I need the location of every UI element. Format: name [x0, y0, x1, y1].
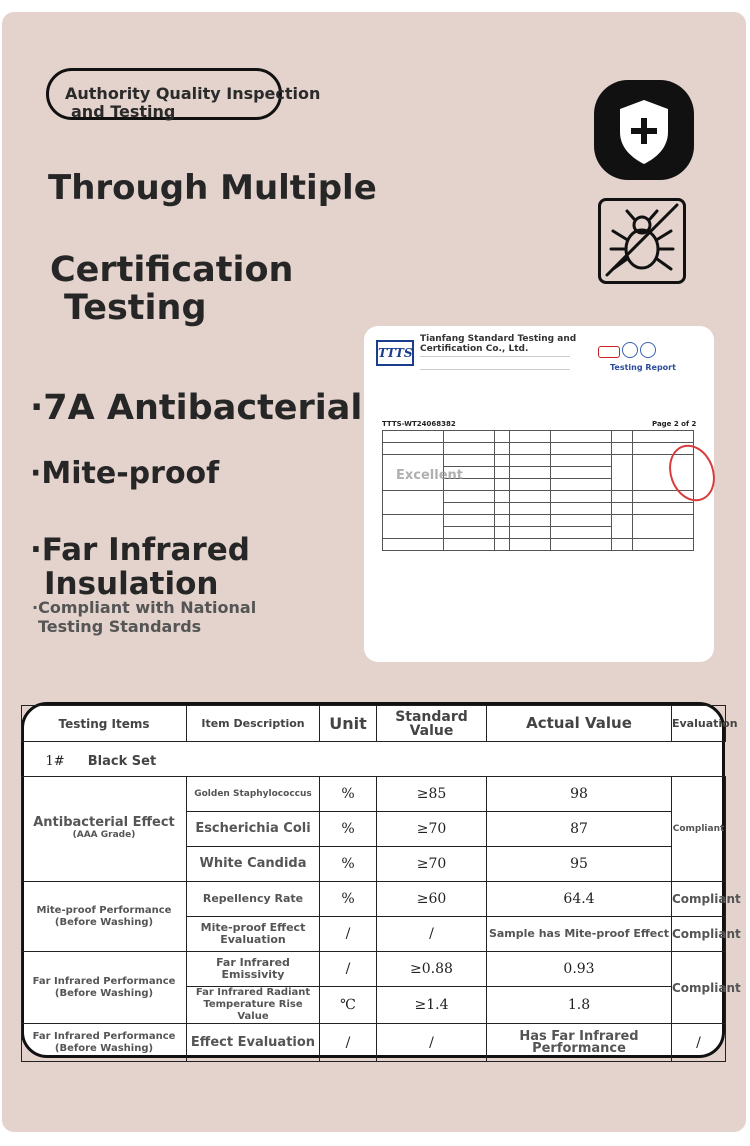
test-results-table	[21, 702, 741, 1058]
group-infrared-title: Far Infrared Performance	[32, 975, 176, 987]
table-row	[22, 952, 726, 987]
row-desc: Escherichia Coli	[187, 812, 320, 847]
certificate-overlay-word: Excellent	[396, 468, 463, 483]
feature-far-infrared: ·Far Infrared	[30, 532, 250, 568]
certificate-table	[382, 430, 694, 551]
row-standard: ≥70	[377, 847, 487, 882]
table-row	[22, 1024, 726, 1062]
row-eval: Compliant	[672, 882, 726, 917]
row-actual: Sample has Mite-proof Effect	[487, 917, 672, 952]
row-eval: Compliant	[672, 917, 726, 952]
quality-badge	[46, 68, 321, 121]
certificate-logo: TTTS	[376, 340, 414, 366]
badge-line-2: and Testing	[71, 102, 176, 121]
set-row	[22, 742, 726, 777]
row-desc: Far Infrared Emissivity	[187, 952, 320, 987]
compliance-note-2: Testing Standards	[38, 617, 202, 636]
group-infrared-2-sub: (Before Washing)	[54, 1042, 154, 1054]
header-standard-value: Standard Value	[377, 706, 487, 742]
header-item-description: Item Description	[187, 706, 320, 742]
table-row	[22, 742, 726, 777]
group-mite-title: Mite-proof Performance	[36, 904, 172, 916]
row-desc: Mite-proof Effect Evaluation	[187, 917, 320, 952]
group-antibacterial-title: Antibacterial Effect	[33, 815, 175, 830]
row-desc: Golden Staphylococcus	[187, 777, 320, 812]
row-standard: ≥0.88	[377, 952, 487, 987]
row-unit: /	[320, 952, 377, 987]
feature-insulation: Insulation	[44, 566, 219, 602]
row-actual: 1.8	[487, 987, 672, 1024]
certificate-page: Page 2 of 2	[652, 420, 697, 428]
row-unit: %	[320, 847, 377, 882]
row-standard: ≥1.4	[377, 987, 487, 1024]
row-actual: 87	[487, 812, 672, 847]
row-unit: /	[320, 1024, 377, 1062]
row-unit: %	[320, 882, 377, 917]
headline-line-2: Certification	[50, 250, 294, 290]
group-mite-sub: (Before Washing)	[54, 916, 154, 928]
row-standard: ≥85	[377, 777, 487, 812]
headline-line-3: Testing	[64, 288, 207, 328]
set-name: Black Set	[87, 753, 157, 769]
header-unit: Unit	[320, 706, 377, 742]
table-header-row	[22, 706, 726, 742]
row-desc: White Candida	[187, 847, 320, 882]
group-infrared-2	[22, 1024, 187, 1062]
table-row	[22, 777, 726, 812]
row-unit: /	[320, 917, 377, 952]
row-actual: 64.4	[487, 882, 672, 917]
group-infrared-2-title: Far Infrared Performance	[32, 1030, 176, 1042]
row-actual: 0.93	[487, 952, 672, 987]
eval-infrared: Compliant	[672, 952, 726, 1024]
certificate-small-print	[420, 356, 570, 370]
group-mite	[22, 882, 187, 952]
row-desc: Effect Evaluation	[187, 1024, 320, 1062]
row-standard: /	[377, 917, 487, 952]
row-desc: Repellency Rate	[187, 882, 320, 917]
no-mites-icon	[598, 198, 686, 284]
row-actual: 98	[487, 777, 672, 812]
group-antibacterial-sub: (AAA Grade)	[72, 830, 136, 840]
certificate-image	[364, 326, 714, 662]
compliance-note-1: ·Compliant with National	[32, 598, 257, 617]
group-antibacterial	[22, 777, 187, 882]
certificate-report-label: Testing Report	[610, 363, 676, 372]
group-infrared-sub: (Before Washing)	[54, 987, 154, 999]
table-row	[22, 882, 726, 917]
certificate-report-no: TTTS-WT24068382	[382, 420, 456, 428]
header-testing-items: Testing Items	[22, 706, 187, 742]
row-standard: ≥70	[377, 812, 487, 847]
header-actual-value: Actual Value	[487, 706, 672, 742]
feature-mite-proof: ·Mite-proof	[30, 456, 220, 491]
feature-antibacterial: ·7A Antibacterial	[30, 388, 363, 428]
header-evaluation: Evaluation	[672, 706, 726, 742]
row-unit: ℃	[320, 987, 377, 1024]
certificate-org-2: Certification Co., Ltd.	[420, 344, 529, 354]
headline-line-1: Through Multiple	[48, 168, 377, 208]
eval-antibacterial: Compliant	[672, 777, 726, 882]
row-standard: ≥60	[377, 882, 487, 917]
row-actual: Has Far Infrared Performance	[487, 1024, 672, 1062]
group-infrared	[22, 952, 187, 1024]
row-standard: /	[377, 1024, 487, 1062]
row-actual: 95	[487, 847, 672, 882]
row-eval: /	[672, 1024, 726, 1062]
row-unit: %	[320, 812, 377, 847]
row-unit: %	[320, 777, 377, 812]
set-number: 1#	[45, 753, 65, 769]
certificate-org-1: Tianfang Standard Testing and	[420, 334, 577, 344]
certificate-cert-marks	[598, 342, 668, 354]
row-desc: Far Infrared Radiant Temperature Rise Value	[187, 987, 320, 1024]
badge-line-1: Authority Quality Inspection	[65, 84, 321, 103]
shield-plus-icon	[594, 80, 694, 180]
